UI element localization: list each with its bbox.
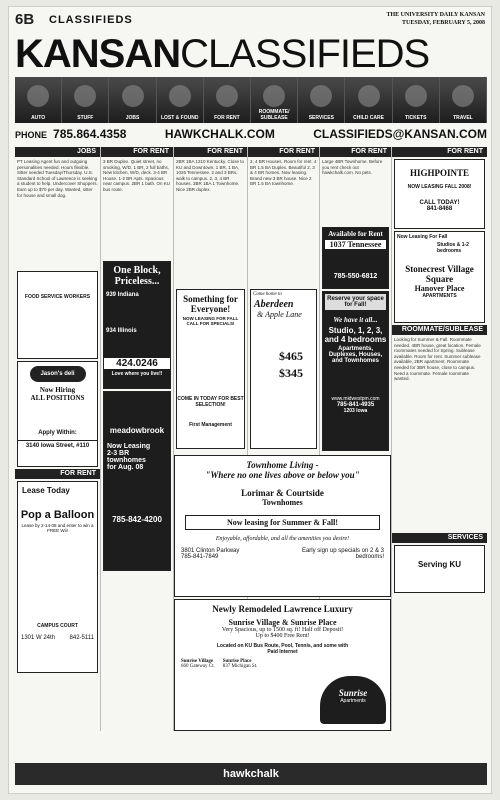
category-label: LOST & FOUND xyxy=(160,115,199,121)
newspaper-page xyxy=(8,6,492,794)
roommate-header: ROOMMATE/SUBLEASE xyxy=(392,325,487,335)
stonecrest-ad[interactable] xyxy=(394,231,485,323)
highpointe-l2: CALL TODAY! xyxy=(419,200,460,206)
townhome-tagline: Enjoyable, affordable, and all the amenities you desire! xyxy=(215,536,350,542)
reserve-phone: 785-841-4935 xyxy=(336,402,375,408)
category-photo-icon xyxy=(452,85,474,107)
category-lost-found[interactable] xyxy=(157,77,204,123)
jasons-positions: ALL POSITIONS xyxy=(30,394,85,402)
townhome-lease: Now leasing for Summer & Fall! xyxy=(185,515,380,530)
sunrise-village-addr: 660 Gateway Ct. xyxy=(181,664,215,669)
one-block-ad[interactable] xyxy=(103,261,171,389)
meadowbrook-ad[interactable] xyxy=(103,391,171,571)
aberdeen-price-2: $345 xyxy=(279,366,303,380)
sunrise-logo xyxy=(320,676,386,724)
sunrise-logo-name: Sunrise xyxy=(338,688,368,698)
townhome-sub: Townhomes xyxy=(262,498,303,507)
category-for-rent[interactable] xyxy=(204,77,251,123)
first-management-logo: First Management xyxy=(189,422,232,428)
balloon-heading: Lease Today xyxy=(22,486,70,495)
townhome-contact xyxy=(175,542,390,560)
category-bar xyxy=(15,77,487,123)
jasons-logo: Jason's deli xyxy=(30,366,86,382)
sunrise-place-addr: 837 Michigan St. xyxy=(222,664,258,669)
meadowbrook-phone: 785-842-4200 xyxy=(112,515,162,524)
tennessee-ad[interactable] xyxy=(322,227,389,289)
rent-listings-5: Large 4BR Townhome. Before you rent check out hawkchalk.com. No pets. xyxy=(322,159,383,176)
everyone-h2: Everyone! xyxy=(190,304,231,314)
one-block-tagline: Love where you live!! xyxy=(111,371,163,377)
category-photo-icon xyxy=(74,85,96,107)
jasons-address: 3140 Iowa Street, #110 xyxy=(18,440,97,451)
sunrise-location: Located on KU Bus Route, Pool, Tennis, and some with Paid Internet xyxy=(216,643,349,655)
column-jobs xyxy=(15,147,101,731)
jobs-header: JOBS xyxy=(15,147,100,157)
category-tickets[interactable] xyxy=(393,77,440,123)
reserve-l2: and 4 bedrooms xyxy=(324,335,387,344)
aberdeen-price-1: $465 xyxy=(279,349,303,363)
sunrise-heading: Newly Remodeled Lawrence Luxury xyxy=(212,604,353,614)
aberdeen-top: Come home to xyxy=(253,292,282,297)
jasons-apply: Apply Within: xyxy=(38,430,77,436)
category-jobs[interactable] xyxy=(109,77,156,123)
one-block-line2: 934 Illinois xyxy=(106,328,137,334)
section-label: CLASSIFIEDS xyxy=(49,14,133,26)
serving-ku-ad[interactable] xyxy=(394,545,485,593)
category-label: JOBS xyxy=(125,115,140,121)
category-label: STUFF xyxy=(77,115,94,121)
rent-listings-4: 2, 4 BR Houses. Room for rent. 4 BR 1.5 BA Duplex. Beautiful 2, 3 & 4 BR homes. Now leasing. Brand new 3 BR house. Nice 2 BR 1.5 BA townhome. xyxy=(250,159,317,187)
meadowbrook-logo: meadowbrook xyxy=(109,426,165,435)
category-label: TICKETS xyxy=(405,115,427,121)
sunrise-place xyxy=(223,659,258,669)
serving-ku-name: Serving KU xyxy=(417,560,462,569)
website-link[interactable]: HAWKCHALK.COM xyxy=(164,127,275,141)
sunrise-sub: Very Spacious, up to 1500 sq. ft! Half off Deposit! xyxy=(221,627,344,633)
tennessee-phone: 785-550-6812 xyxy=(333,273,378,280)
category-label: SERVICES xyxy=(308,115,334,121)
category-photo-icon xyxy=(169,85,191,107)
page-header xyxy=(15,11,485,35)
phone-number: 785.864.4358 xyxy=(53,127,127,141)
rent-listings-2: 3 BR Duplex. Quiet street, no smoking, W/D. 1 BR, 2 full baths, New kitchen, W/D, deck. 3-4 BR House. 1-2 BR Apts. Spacious near campus. 2BR 1 bath. On KU bus route. xyxy=(103,159,171,192)
sunrise-place-name: Sunrise Place xyxy=(222,659,252,664)
food-service-title: FOOD SERVICE WORKERS xyxy=(24,294,91,300)
reserve-top: Reserve your space for Fall! xyxy=(325,294,386,310)
balloon-title: Pop a Balloon xyxy=(20,509,95,521)
jasons-hiring: Now Hiring xyxy=(39,386,76,394)
meadowbrook-l1: Now Leasing xyxy=(107,443,151,450)
for-rent-header-4: FOR RENT xyxy=(248,147,319,157)
category-photo-icon xyxy=(263,85,285,107)
category-photo-icon xyxy=(358,85,380,107)
roommate-listings: Looking for Summer & Fall. Roommate needed. 4BR house, great location. Female roommates needed for Spring. Sublease available. Room for rent. Summer sublease available, 2BR apartment. Roommate needed for 3BR house, close to campus. Need a roommate. Female roommate wanted. xyxy=(394,337,481,382)
issue-date: TUESDAY, FEBRUARY 5, 2008 xyxy=(402,20,485,26)
for-rent-header-3: FOR RENT xyxy=(174,147,247,157)
category-label: AUTO xyxy=(31,115,46,121)
aberdeen-ad[interactable] xyxy=(250,289,317,449)
aberdeen-name: Aberdeen xyxy=(254,299,294,310)
townhome-ad[interactable] xyxy=(174,455,391,597)
stonecrest-sub: Hanover Place xyxy=(414,284,465,293)
townhome-contact-left xyxy=(181,548,239,560)
for-rent-header-1: FOR RENT xyxy=(15,469,100,479)
rent-listings-3: 2BR 1BA 1310 Kentucky. Close to KU and Downtown. 1 BR, 1 BA, 1026 Tennessee. 2 and 3 BRs, walk to campus. 2, 3, 4 BR houses. 3BR 1BA 1 Townhome. Nice 2BR duplex. xyxy=(176,159,244,192)
column-rent-2 xyxy=(101,147,174,731)
category-label: CHILD CARE xyxy=(353,115,384,121)
balloon-phone: 842-5111 xyxy=(69,635,94,641)
sunrise-village xyxy=(181,659,215,669)
townhome-phone: 785-841-7849 xyxy=(181,554,219,560)
category-label: ROOMMATE/ SUBLEASE xyxy=(258,109,290,121)
category-photo-icon xyxy=(27,85,49,107)
paper-name: THE UNIVERSITY DAILY KANSAN xyxy=(386,12,485,18)
page-title xyxy=(15,33,487,75)
reserve-l3: Apartments, Duplexes, Houses, and Townhomes xyxy=(328,346,383,364)
contact-bar xyxy=(15,125,487,143)
category-stuff[interactable] xyxy=(62,77,109,123)
sunrise-ad[interactable] xyxy=(174,599,391,731)
title-part2: CLASSIFIEDS xyxy=(180,33,430,75)
services-header: SERVICES xyxy=(392,533,487,543)
townhome-name: Lorimar & Courtside xyxy=(241,488,324,498)
meadowbrook-l3: for Aug. 08 xyxy=(107,464,144,471)
hawkchalk-footer[interactable]: hawkchalk xyxy=(15,763,487,785)
sunrise-village-name: Sunrise Village xyxy=(181,659,214,664)
sunrise-logo-sub: Apartments xyxy=(340,698,366,704)
something-for-everyone-ad[interactable] xyxy=(176,289,245,449)
everyone-sub: NOW LEASING FOR FALL CALL FOR SPECIALS! xyxy=(182,316,239,326)
for-rent-header-2: FOR RENT xyxy=(101,147,173,157)
tennessee-address: 1037 Tennessee xyxy=(325,240,386,249)
townhome-h1: Townhome Living - xyxy=(246,460,319,470)
campus-court-logo: CAMPUS COURT xyxy=(37,623,78,629)
aberdeen-apple-lane: & Apple Lane xyxy=(257,310,302,319)
category-travel[interactable] xyxy=(440,77,487,123)
highpointe-l1: NOW LEASING FALL 2008! xyxy=(407,184,472,190)
townhome-address: 3801 Clinton Parkway xyxy=(181,548,240,554)
tennessee-heading: Available for Rent xyxy=(328,230,383,238)
balloon-footer xyxy=(18,629,97,641)
category-label: TRAVEL xyxy=(453,115,473,121)
page-number: 6B xyxy=(15,11,35,28)
stonecrest-tag: APARTMENTS xyxy=(422,293,457,299)
balloon-sub: Lease by 2-14-08 and enter to win a FREE Wii! xyxy=(21,523,94,533)
email-link[interactable]: CLASSIFIEDS@KANSAN.COM xyxy=(313,127,487,141)
masthead xyxy=(386,11,485,27)
everyone-h1: Something for xyxy=(183,294,238,304)
reserve-site: www.midwestpm.com xyxy=(331,396,380,402)
stonecrest-l1: Now Leasing For Fall xyxy=(397,234,448,240)
balloon-address: 1301 W 24th xyxy=(21,635,56,641)
category-photo-icon xyxy=(405,85,427,107)
one-block-title: One Block, Priceless... xyxy=(113,265,161,287)
highpointe-phone: 841-8468 xyxy=(426,206,453,212)
jobs-listings: PT Leasing Agent fun and outgoing personalities needed. Hours flexible. Sitter needed Tuesday/Thursday. U.S. Standard School of Lawrence is seeking a student to help. Undercover Shoppers. Earn up to $70 per day. Wanted, sitter for house and small dog. xyxy=(17,159,98,198)
category-roommate-sublease[interactable] xyxy=(251,77,298,123)
highpointe-ad[interactable] xyxy=(394,159,485,229)
category-services[interactable] xyxy=(298,77,345,123)
category-photo-icon xyxy=(310,85,332,107)
phone-line xyxy=(15,127,126,141)
category-label: FOR RENT xyxy=(214,115,240,121)
sunrise-name: Sunrise Village & Sunrise Place xyxy=(228,618,337,627)
meadowbrook-l2: 2-3 BR townhomes xyxy=(107,450,146,464)
food-service-ad[interactable] xyxy=(17,271,98,359)
midwest-pm-ad[interactable] xyxy=(322,291,389,451)
townhome-sign-up: Early sign up specials on 2 & 3 bedrooms! xyxy=(301,548,384,560)
one-block-phone: 424.0246 xyxy=(104,358,170,369)
jasons-deli-ad[interactable] xyxy=(17,361,98,467)
category-child-care[interactable] xyxy=(345,77,392,123)
one-block-line1: 939 Indiana xyxy=(106,292,139,298)
townhome-h2: "Where no one lives above or below you" xyxy=(205,470,360,480)
sunrise-sub2: Up to $400 Free Rent! xyxy=(255,633,310,639)
reserve-l1: Studio, 1, 2, 3, xyxy=(328,326,383,335)
phone-label: PHONE xyxy=(15,130,48,140)
for-rent-header-6: FOR RENT xyxy=(392,147,487,157)
sunrise-properties xyxy=(175,655,390,669)
highpointe-name: HIGHPOINTE xyxy=(409,168,469,178)
reserve-heading: We have it all... xyxy=(333,316,378,324)
category-auto[interactable] xyxy=(15,77,62,123)
everyone-footer: COME IN TODAY FOR BEST SELECTION! xyxy=(177,396,244,408)
stonecrest-l2: Studios & 1-2 bedrooms xyxy=(437,242,469,254)
stonecrest-name: Stonecrest Village Square xyxy=(405,264,474,284)
category-photo-icon xyxy=(216,85,238,107)
campus-court-ad[interactable] xyxy=(17,481,98,673)
title-part1: KANSAN xyxy=(15,33,181,75)
category-photo-icon xyxy=(122,85,144,107)
reserve-address: 1203 Iowa xyxy=(343,408,368,414)
for-rent-header-5: FOR RENT xyxy=(320,147,391,157)
column-rent-6 xyxy=(392,147,487,731)
